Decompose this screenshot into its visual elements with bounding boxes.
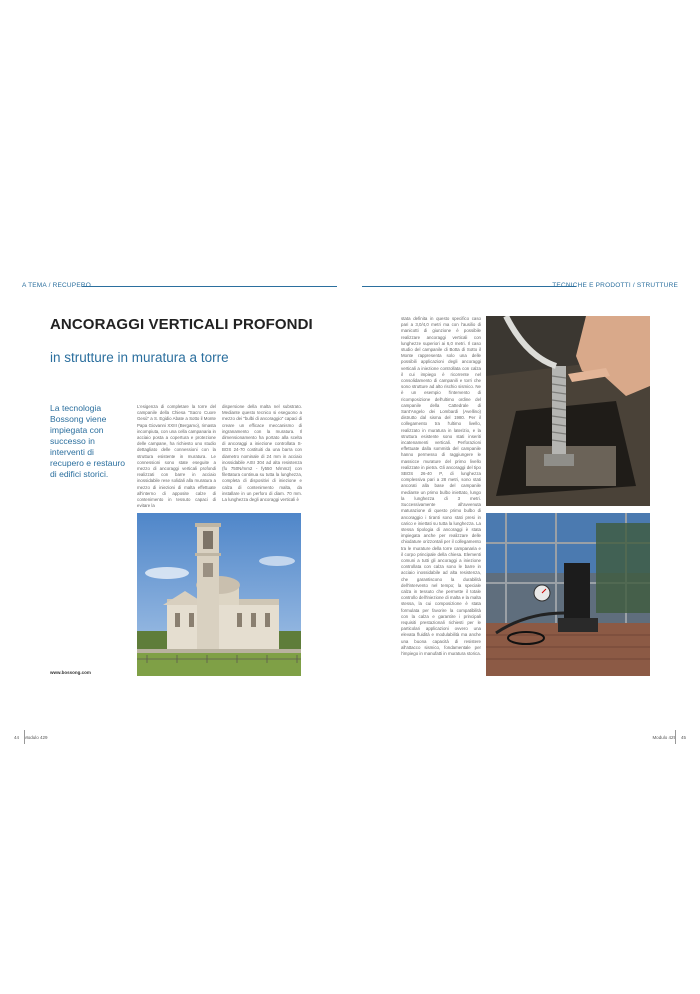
footer-divider-left bbox=[24, 730, 25, 744]
article-title: ANCORAGGI VERTICALI PROFONDI bbox=[50, 316, 313, 333]
footer-left bbox=[14, 735, 48, 740]
website-link[interactable]: www.bossong.com bbox=[50, 670, 91, 675]
page-number-left: 44 bbox=[14, 735, 20, 740]
header-rule-left bbox=[82, 286, 337, 287]
body-column-1: L'esigenza di completare la torre del campanile della Chiesa "Sacro Cuore Gesù" a S. Egidio Abate a Sotto il Monte Papa Giovanni XXIII (Bergamo), rimasta incompiuta, con una cella campanaria in acciaio posta a copertura e protezione delle campane, ha richiesto uno studio dettagliato delle connessioni con la struttura esistente in muratura. Le connessioni sono state eseguite a mezzo di ancoraggi verticali profondi realizzati con barre in acciaio inossidabile rese solidali alla muratura a mezzo di iniezioni di malta effettuate all'interno di apposite calze di contenimento in tessuto capaci di evitare la bbox=[137, 404, 216, 509]
footer-divider-right bbox=[675, 730, 676, 744]
section-label-left: A TEMA / RECUPERO bbox=[22, 282, 92, 289]
magazine-name-right: Modulo 429 bbox=[652, 735, 676, 740]
footer-right bbox=[652, 735, 686, 740]
body-column-3: stata definita in questo specifico caso pari a 3,0/4,0 metri ma con l'ausilio di manicotti di giunzione è possibile realizzare ancoraggi verticali con lunghezze superiori ai 6,0 metri. Il caso studio del campanile di Botta di Sotto il Monte rappresenta solo una delle possibili applicazioni degli ancoraggi verticali a iniezione controllata con calza il cui impiego è ricorrente nel consolidamento di campanili e torri che sono strutture ad alto rischio sismico. Ne è un esempio l'intervento di ricomposizione dell'ultimo ordine del campanile della Cattedrale di Sant'Angelo dei Lombardi (Avellino) distrutto dal sisma del 1980. Per il collegamento tra l'ultimo livello, realizzato in muratura in laterizio, e la struttura esistente sono stati inseriti incatenamenti verticali. Perforazioni effettuate dalla sommità del campanile hanno permesso di raggiungere le massicce murature del primo livello realizzate in pietra. Gli ancoraggi del tipo SBOS 26-40 P, di lunghezza complessiva pari a 28 metri, sono stati ancorati alla base del campanile mediante un primo bulbo iniettato, lungo la lunghezza di 3 metri. Successivamente all'avvenuta maturazione di questo primo bulbo di ancoraggio i tiranti sono stati presi in carico e iniettati su tutta la lunghezza. La stessa tipologia di ancoraggi è stata impiegata anche per realizzare delle chiodature orizzontali per il collegamento tra le murature della torre campanaria e il corpo principale della chiesa. Elementi comuni a tutti gli ancoraggi a iniezione controllata con calza sono le barre in acciaio inossidabile ad alta resistenza, che garantiscono la durabilità dell'intervento nel tempo; la speciale calza in tessuto che permette il totale controllo dell'iniezione di malta e la malta stessa, la cui composizione è stata formulata per favorire la compatibilità con la calza e garantire i principali requisiti prestazionali richiesti per le particolari applicazioni ovvero una elevata fluidità e modulabilità ma anche una buona capacità di resistere all'attacco sismico, fondamentale per l'impiego in manufatti in muratura storica. bbox=[401, 316, 481, 656]
article-subtitle: in strutture in muratura a torre bbox=[50, 350, 229, 365]
magazine-name-left: Modulo 429 bbox=[24, 735, 48, 740]
anchor-installation-photo bbox=[486, 316, 650, 506]
anchor-illustration bbox=[486, 316, 650, 506]
page-number-right: 45 bbox=[680, 735, 686, 740]
church-photo bbox=[137, 513, 301, 676]
section-label-right: TECNICHE E PRODOTTI / STRUTTURE bbox=[552, 282, 678, 289]
article-intro: La tecnologia Bossong viene impiegata con successo in interventi di recupero e restauro di edifici storici. bbox=[50, 403, 125, 479]
site-illustration bbox=[486, 513, 650, 676]
site-equipment-photo bbox=[486, 513, 650, 676]
church-illustration bbox=[137, 513, 301, 676]
header-rule-right bbox=[362, 286, 576, 287]
body-column-2: dispersione della malta nel substrato. Mediante questo tecnico si eseguono a mezzo dei "bulbi di ancoraggio" capaci di creare un efficace meccanismo di ingranamento con la muratura. Il dimensionamento ha portato alla scelta di ancoraggi a iniezione controllata S-BOS 24-70 costituiti da una barra con diametro nominale di 24 mm in acciaio inossidabile AISI 304 ad alta resistenza (fu 750N/mm2 - fy550 N/mm2) con filettatura continua su tutta la lunghezza, completa di dispositivi di iniezione e calza di contenimento malta, da installare in un perforo di diam. 70 mm. La lunghezza degli ancoraggi verticali è bbox=[222, 404, 302, 503]
